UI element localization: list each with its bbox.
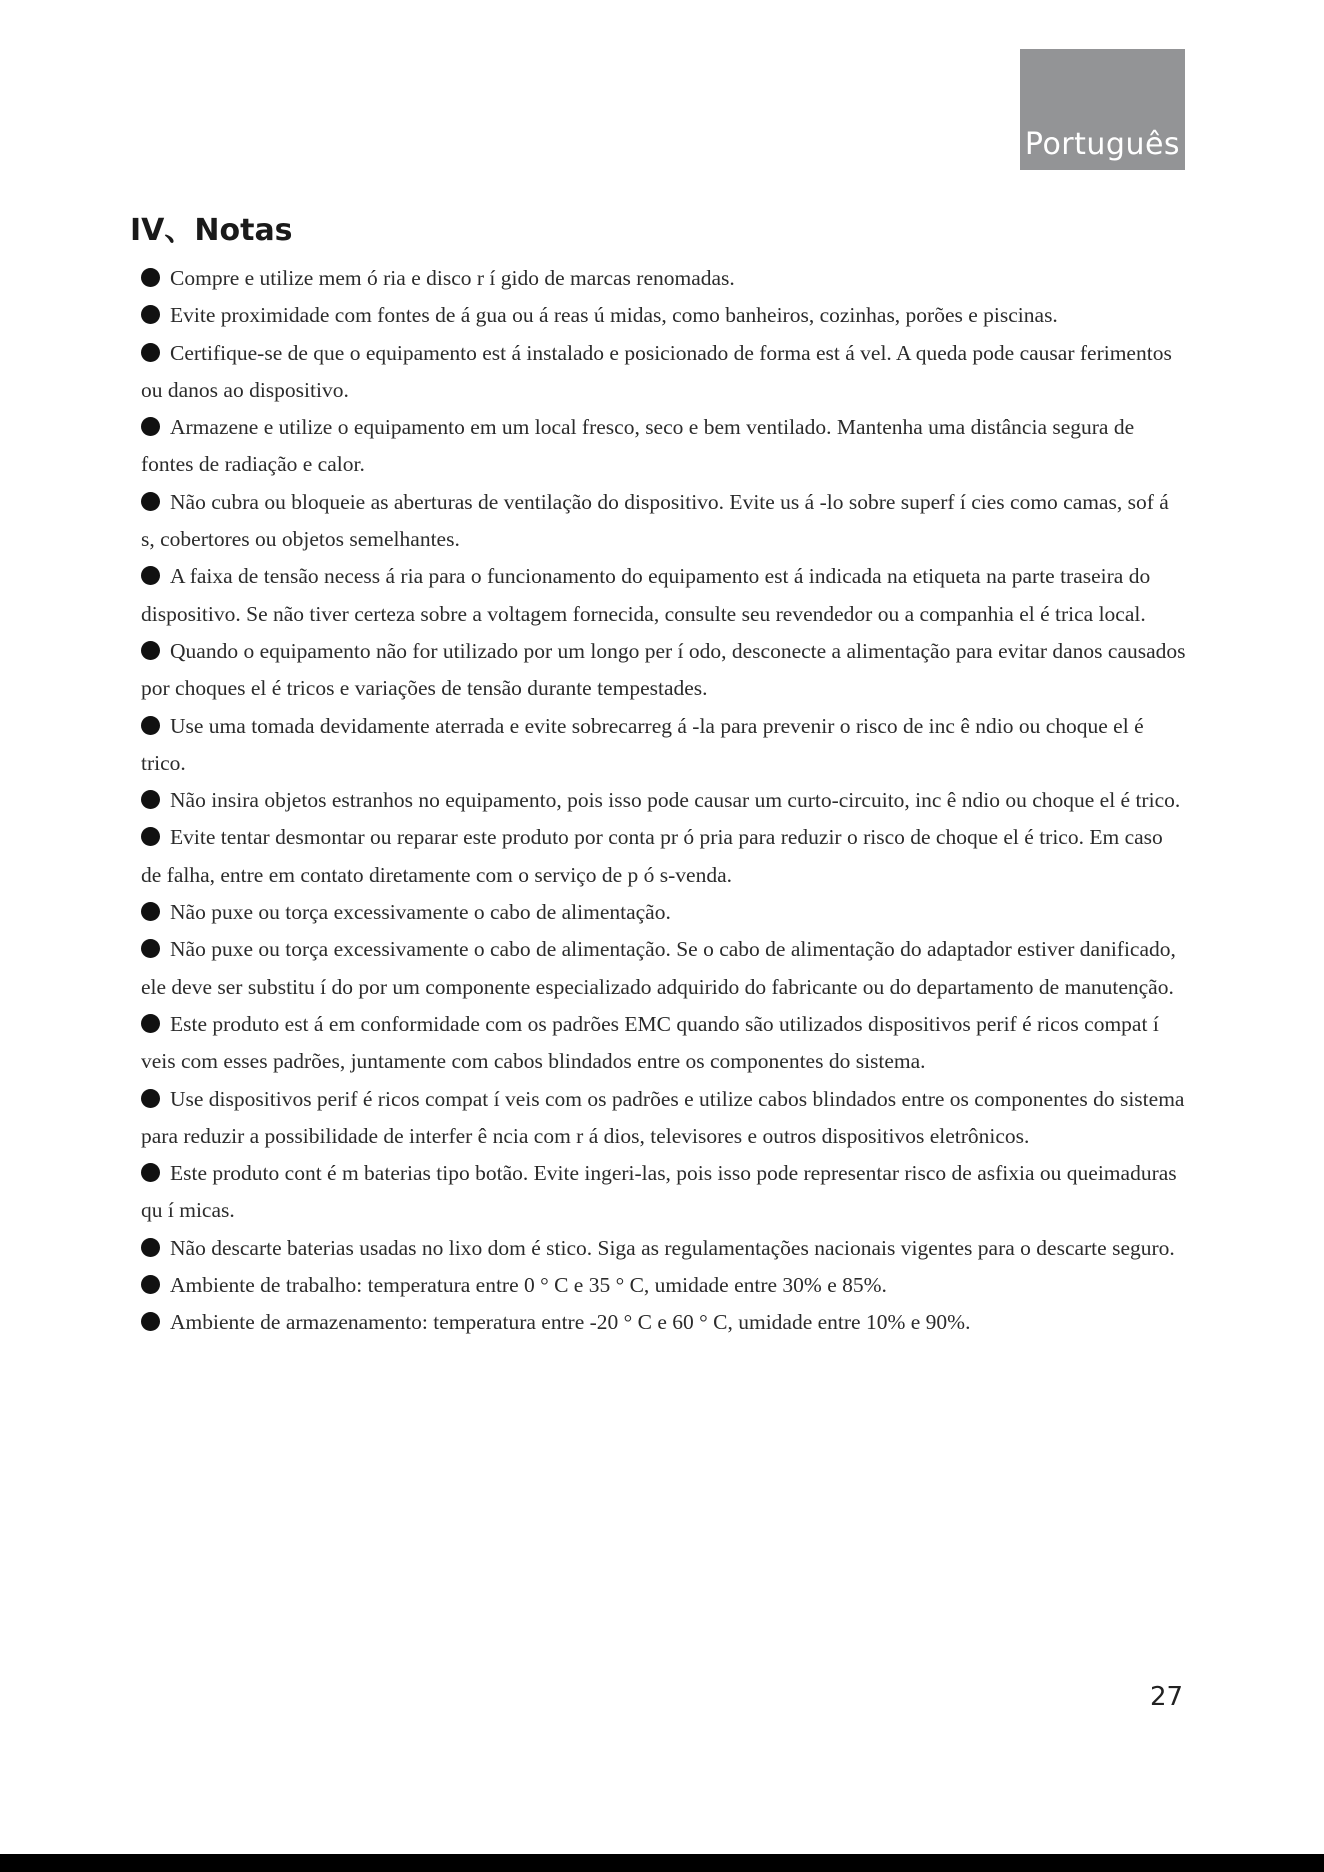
note-item <box>141 1155 1186 1230</box>
note-text: Certifique-se de que o equipamento est á instalado e posicionado de forma est á vel. A queda pode causar ferimentos ou danos ao dispositivo. <box>141 340 1172 402</box>
bullet-icon <box>141 716 160 735</box>
note-item <box>141 297 1186 334</box>
note-text: Não cubra ou bloqueie as aberturas de ventilação do dispositivo. Evite us á -lo sobre superf í cies como camas, sof á s, cobertores ou objetos semelhantes. <box>141 489 1169 552</box>
note-text: Este produto cont é m baterias tipo botão. Evite ingeri-las, pois isso pode representar risco de asfixia ou queimaduras qu í micas. <box>141 1161 1177 1223</box>
note-item <box>141 931 1186 1006</box>
note-item <box>141 1081 1186 1156</box>
bullet-icon <box>141 1275 160 1294</box>
bullet-icon <box>141 1163 160 1182</box>
note-item <box>141 260 1186 297</box>
language-tab <box>1020 49 1185 170</box>
note-item <box>141 894 1186 931</box>
bullet-icon <box>141 417 160 436</box>
bullet-icon <box>141 827 160 846</box>
note-item <box>141 335 1186 410</box>
bullet-icon <box>141 1312 160 1331</box>
note-text: Não descarte baterias usadas no lixo dom é stico. Siga as regulamentações nacionais vigentes para o descarte seguro. <box>170 1235 1175 1260</box>
bullet-icon <box>141 641 160 660</box>
note-item <box>141 782 1186 819</box>
bottom-edge-bar <box>0 1854 1324 1872</box>
bullet-icon <box>141 566 160 585</box>
bullet-icon <box>141 1238 160 1257</box>
note-item <box>141 819 1186 894</box>
note-text: Evite tentar desmontar ou reparar este produto por conta pr ó pria para reduzir o risco de choque el é trico. Em caso de falha, entre em contato diretamente com o serviço de p ó s-venda. <box>141 825 1163 887</box>
bullet-icon <box>141 902 160 921</box>
note-text: Use dispositivos perif é ricos compat í veis com os padrões e utilize cabos blindados entre os componentes do sistema para reduzir a possibilidade de interfer ê ncia com r á dios, televisores e outros dispositivos eletrônicos. <box>141 1086 1185 1148</box>
note-text: Quando o equipamento não for utilizado por um longo per í odo, desconecte a alimentação para evitar danos causados por choques el é tricos e variações de tensão durante tempestades. <box>141 638 1186 701</box>
note-text: Evite proximidade com fontes de á gua ou á reas ú midas, como banheiros, cozinhas, porões e piscinas. <box>170 303 1058 328</box>
bullet-icon <box>141 1014 160 1033</box>
note-text: Ambiente de armazenamento: temperatura entre -20 ° C e 60 ° C, umidade entre 10% e 90%. <box>170 1310 971 1335</box>
note-item <box>141 633 1186 708</box>
notes-list <box>141 260 1186 1342</box>
bullet-icon <box>141 1089 160 1108</box>
bullet-icon <box>141 343 160 362</box>
bullet-icon <box>141 268 160 287</box>
note-item <box>141 708 1186 783</box>
note-text: Ambiente de trabalho: temperatura entre 0 ° C e 35 ° C, umidade entre 30% e 85%. <box>170 1273 887 1298</box>
note-item <box>141 409 1186 484</box>
note-item <box>141 484 1186 559</box>
bullet-icon <box>141 790 160 809</box>
note-item <box>141 1006 1186 1081</box>
bullet-icon <box>141 492 160 511</box>
section-title: IV、Notas <box>130 213 293 248</box>
note-item <box>141 558 1186 633</box>
page-number: 27 <box>1150 1682 1184 1712</box>
note-text: A faixa de tensão necess á ria para o funcionamento do equipamento est á indicada na etiqueta na parte traseira do dispositivo. Se não tiver certeza sobre a voltagem fornecida, consulte seu revendedor ou a companhia el é trica local. <box>141 564 1151 626</box>
bullet-icon <box>141 939 160 958</box>
note-text: Use uma tomada devidamente aterrada e evite sobrecarreg á -la para prevenir o risco de inc ê ndio ou choque el é trico. <box>141 713 1144 775</box>
note-text: Não puxe ou torça excessivamente o cabo de alimentação. <box>170 900 671 925</box>
note-text: Este produto est á em conformidade com os padrões EMC quando são utilizados dispositivos perif é ricos compat í veis com esses padrões, juntamente com cabos blindados entre os componentes do sistema. <box>141 1011 1159 1074</box>
note-item <box>141 1267 1186 1304</box>
language-tab-label: Português <box>1024 127 1181 162</box>
bullet-icon <box>141 305 160 324</box>
note-text: Não puxe ou torça excessivamente o cabo de alimentação. Se o cabo de alimentação do adaptador estiver danificado, ele deve ser substitu í do por um componente especializado adquirido do fabricante ou do departamento de manutenção. <box>141 937 1176 999</box>
note-item <box>141 1304 1186 1341</box>
note-text: Armazene e utilize o equipamento em um local fresco, seco e bem ventilado. Mantenha uma distância segura de fontes de radiação e calor. <box>141 415 1135 477</box>
note-item <box>141 1230 1186 1267</box>
note-text: Não insira objetos estranhos no equipamento, pois isso pode causar um curto-circuito, inc ê ndio ou choque el é trico. <box>170 788 1181 813</box>
note-text: Compre e utilize mem ó ria e disco r í gido de marcas renomadas. <box>170 266 735 290</box>
